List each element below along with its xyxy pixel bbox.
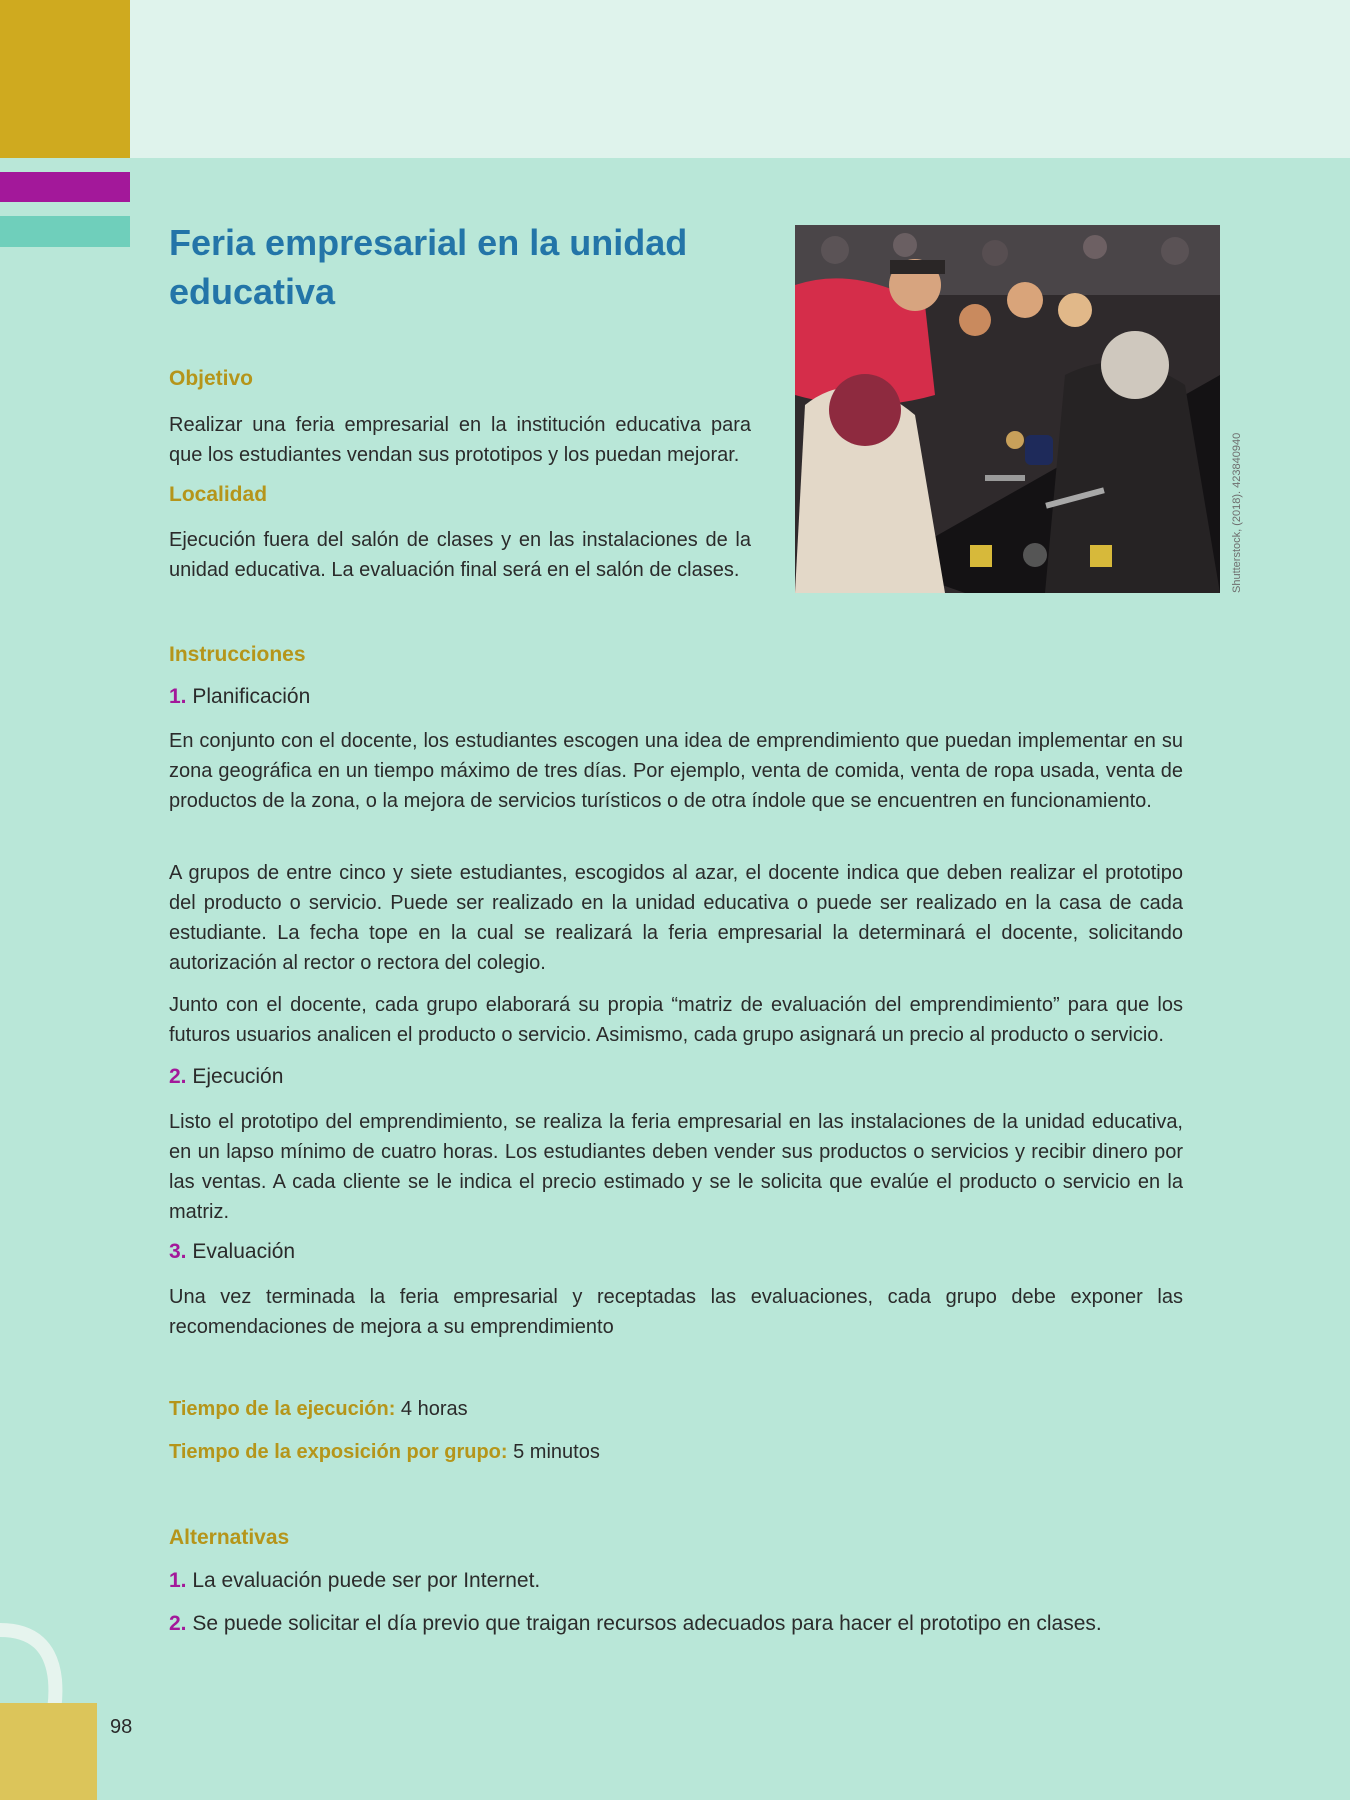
step-3-number: 3. <box>169 1240 187 1263</box>
localidad-heading: Localidad <box>169 483 268 506</box>
step-1-paragraph-3: Junto con el docente, cada grupo elaborará su propia “matriz de evaluación del emprendimiento” para que los futuros usuarios analicen el producto o servicio. Asimismo, cada grupo asignará un precio al producto o servicio. <box>169 994 1183 1046</box>
localidad-text: Ejecución fuera del salón de clases y en las instalaciones de la unidad educativa. La evaluación final será en el salón de clases. <box>169 529 751 581</box>
magenta-stripe <box>0 172 130 202</box>
photo-credit: Shutterstock, (2018). 423840940 <box>1231 432 1243 593</box>
workshop-photo <box>795 225 1220 593</box>
step-2-title: Ejecución <box>192 1065 284 1088</box>
tiempo-ejecucion-label: Tiempo de la ejecución: <box>169 1398 396 1420</box>
step-1-paragraph-2: A grupos de entre cinco y siete estudiantes, escogidos al azar, el docente indica que deben realizar el prototipo del producto o servicio. Puede ser realizado en la unidad educativa o puede ser realizado en la casa de cada estudiante. La fecha tope en la cual se realizará la feria empresarial la determinará el docente, solicitando autorización al rector o rectora del colegio. <box>169 862 1183 974</box>
alternativa-2-text: Se puede solicitar el día previo que traigan recursos adecuados para hacer el prototipo en clases. <box>192 1612 1102 1635</box>
tiempo-ejecucion <box>169 1398 468 1421</box>
alternativa-1-text: La evaluación puede ser por Internet. <box>192 1569 541 1592</box>
instrucciones-heading: Instrucciones <box>169 643 306 666</box>
tiempo-exposicion <box>169 1441 600 1464</box>
tiempo-exposicion-label: Tiempo de la exposición por grupo: <box>169 1441 508 1463</box>
tiempo-exposicion-value: 5 minutos <box>513 1441 600 1463</box>
step-2-heading <box>169 1065 283 1089</box>
step-2-paragraph-1: Listo el prototipo del emprendimiento, se realiza la feria empresarial en las instalaciones de la unidad educativa, en un lapso mínimo de cuatro horas. Los estudiantes deben vender sus productos o servicios y recibir dinero por las ventas. A cada cliente se le indica el precio estimado y se le solicita que evalúe el producto o servicio en la matriz. <box>169 1111 1183 1223</box>
page-number-tab <box>0 1703 97 1800</box>
page-number: 98 <box>110 1716 133 1738</box>
alternativa-1-number: 1. <box>169 1569 187 1592</box>
header-band <box>0 0 1350 158</box>
page-title: Feria empresarial en la unidad educativa <box>169 222 688 312</box>
step-1-title: Planificación <box>192 685 311 708</box>
teal-stripe <box>0 216 130 247</box>
step-2-number: 2. <box>169 1065 187 1088</box>
step-3-heading <box>169 1240 295 1264</box>
alternativa-2-number: 2. <box>169 1612 187 1635</box>
step-1-number: 1. <box>169 685 187 708</box>
step-1-paragraph-1: En conjunto con el docente, los estudiantes escogen una idea de emprendimiento que puedan implementar en su zona geográfica en un tiempo máximo de tres días. Por ejemplo, venta de comida, venta de ropa usada, venta de productos de la zona, o la mejora de servicios turísticos o de otra índole que se encuentren en funcionamiento. <box>169 730 1183 812</box>
step-1-heading <box>169 685 310 709</box>
step-3-paragraph-1: Una vez terminada la feria empresarial y receptadas las evaluaciones, cada grupo debe exponer las recomendaciones de mejora a su emprendimiento <box>169 1286 1183 1338</box>
objetivo-heading: Objetivo <box>169 367 254 390</box>
objetivo-text: Realizar una feria empresarial en la institución educativa para que los estudiantes vendan sus prototipos y los puedan mejorar. <box>169 414 751 466</box>
alternativas-heading: Alternativas <box>169 1526 290 1549</box>
alternativa-2 <box>169 1612 1102 1636</box>
tiempo-ejecucion-value: 4 horas <box>400 1398 468 1420</box>
step-3-title: Evaluación <box>192 1240 296 1263</box>
alternativa-1 <box>169 1569 540 1593</box>
gold-corner-block <box>0 0 130 158</box>
